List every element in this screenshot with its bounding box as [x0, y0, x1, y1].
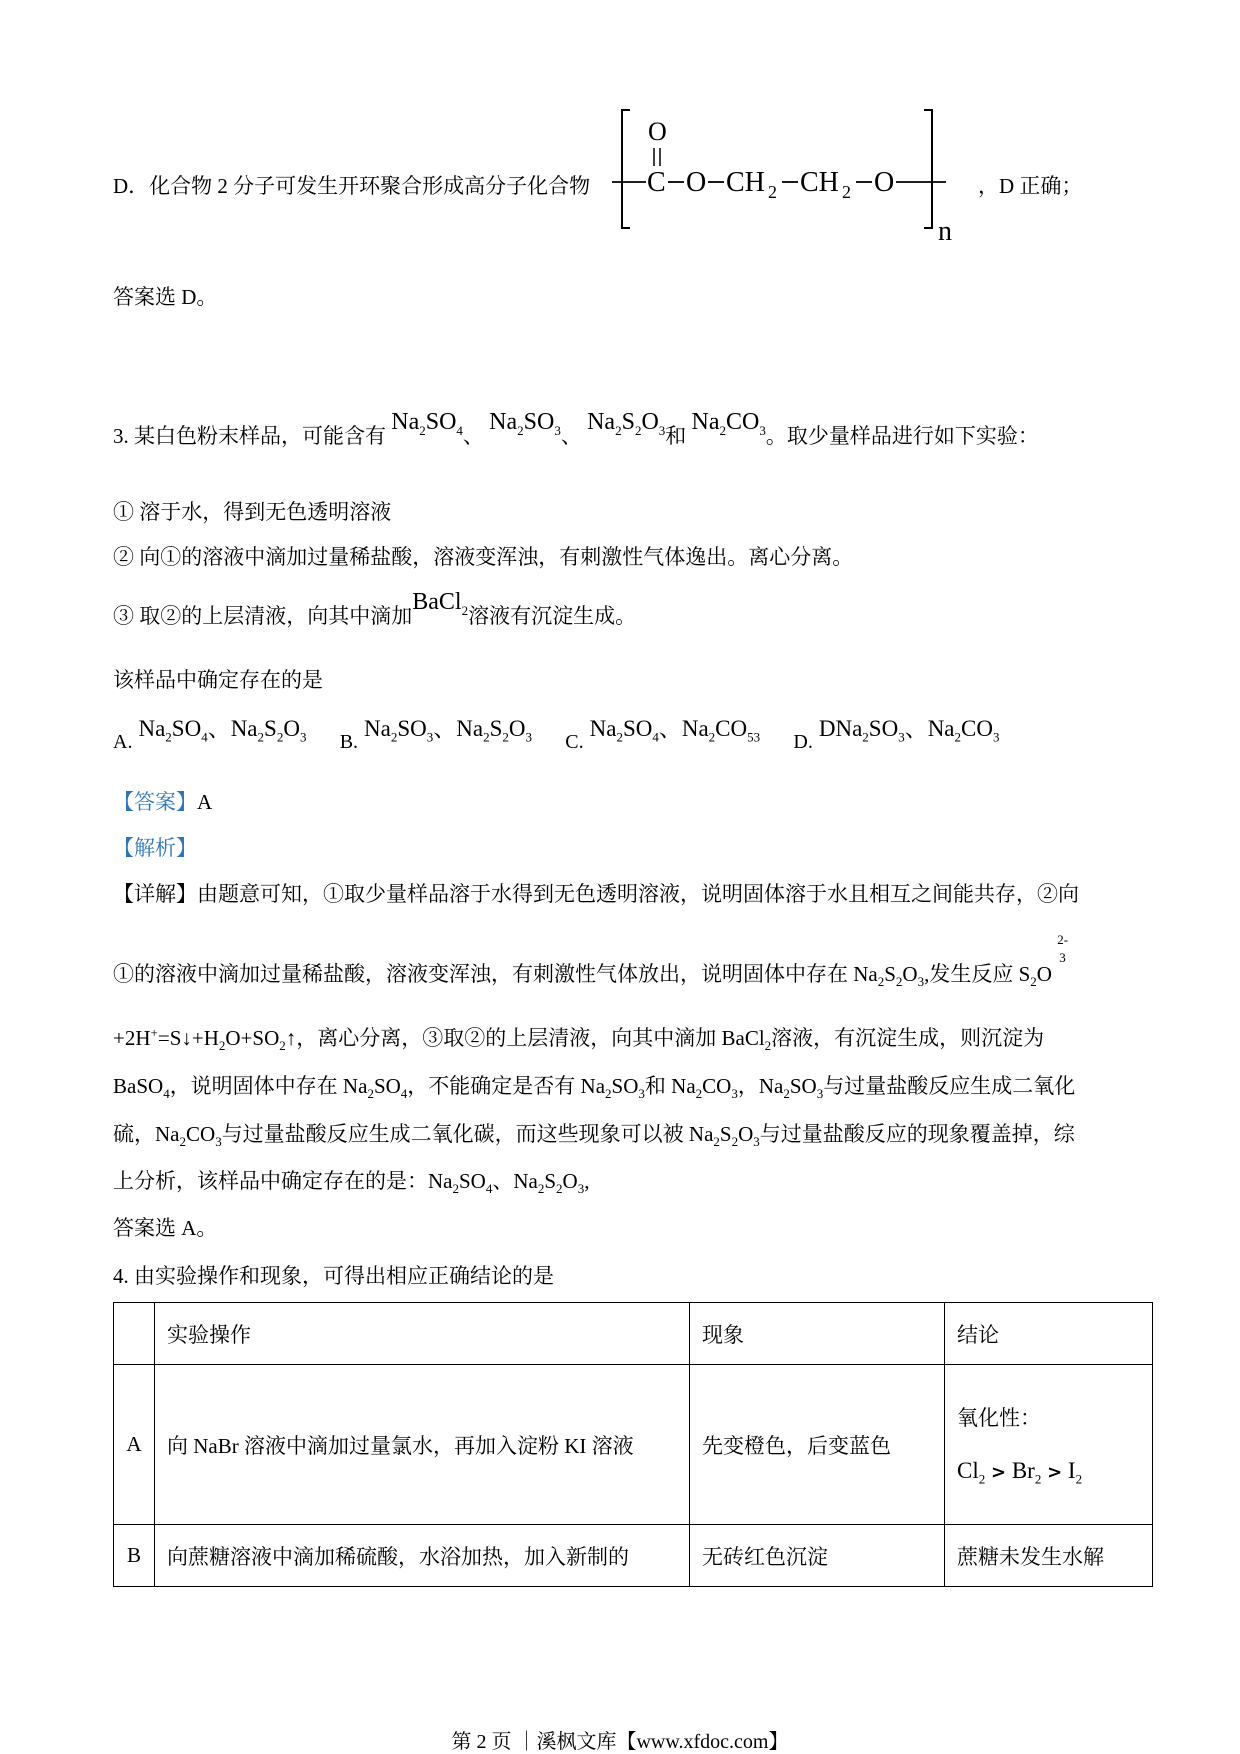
option-b[interactable]: $B.Na_2SO_3$、$Na_2S_2O_3$: [339, 716, 533, 753]
row-a-operation: 向 NaBr 溶液中滴加过量氯水，再加入淀粉 KI 溶液: [155, 1365, 690, 1525]
table-row: [114, 1365, 1153, 1525]
row-b-label: B: [114, 1525, 155, 1587]
row-a-conclusion-title: 氧化性：: [957, 1405, 1041, 1430]
option-d[interactable]: $D.DNa_2SO_3$、$Na_2CO_3$: [793, 716, 1000, 753]
compound-na2so4: $Na_2SO_4$: [391, 409, 463, 438]
q3-stem-end: 。取少量样品进行如下实验：: [765, 424, 1039, 448]
detail-line-2: ①的溶液中滴加过量稀盐酸，溶液变浑浊，有刺激性气体放出，说明固体中存在 $Na_2S_2O_3$,发生反应 $S_2O$ 2- 3: [113, 958, 1071, 990]
q4-stem: 4. 由实验操作和现象，可得出相应正确结论的是: [113, 1264, 554, 1288]
q3-step-1: ① 溶于水，得到无色透明溶液: [113, 500, 392, 524]
header-label: [114, 1303, 155, 1365]
ion-charge: 2- 3: [1057, 932, 1069, 965]
option-a[interactable]: $A.Na_2SO_4$、$Na_2S_2O_3$: [113, 716, 307, 753]
q3-sep-1: 、: [462, 424, 484, 448]
analysis-tag: 【解析】: [113, 836, 197, 860]
header-phenomenon: 现象: [690, 1303, 945, 1365]
q3-step-2: ② 向①的溶液中滴加过量稀盐酸，溶液变浑浊，有刺激性气体逸出。离心分离。: [113, 545, 854, 569]
table-header-row: [114, 1303, 1153, 1365]
row-a-label: A: [114, 1365, 155, 1525]
bacl2-formula: BaCl$_2$: [412, 589, 469, 618]
repeat-n: n: [938, 216, 952, 247]
row-b-conclusion: 蔗糖未发生水解: [945, 1525, 1153, 1587]
final-answer: 答案选 A。: [113, 1216, 218, 1240]
header-operation: 实验操作: [155, 1303, 690, 1365]
carbonyl-oxygen: O: [648, 117, 667, 146]
option-c[interactable]: $C.Na_2SO_4$、$Na_2CO_{53}$: [565, 716, 761, 753]
q4-table: [113, 1302, 1153, 1587]
methylene-2-sub: 2: [842, 182, 851, 202]
q3-step-3: ③ 取②的上层清液，向其中滴加BaCl$_2$溶液有沉淀生成。: [113, 589, 637, 628]
row-a-conclusion: [945, 1365, 1153, 1525]
detail-line-3: $+2H^+=S↓+H_2O+SO_2↑$，离心分离，③取②的上层清液，向其中滴加 BaCl$_2$溶液，有沉淀生成，则沉淀为: [113, 1025, 1045, 1054]
polymer-structure: [612, 100, 952, 250]
detail-line-6: 上分析，该样品中确定存在的是：$Na_2SO_4$、$Na_2S_2O_3$,: [113, 1169, 590, 1197]
carbonyl-carbon: C: [647, 167, 666, 198]
ester-oxygen: O: [686, 167, 707, 198]
q3-stem-start: 3. 某白色粉末样品，可能含有: [113, 424, 386, 448]
option-d-lead: D．化合物 2 分子可发生开环聚合形成高分子化合物: [113, 174, 591, 198]
answer-tag: 【答案】: [113, 790, 197, 814]
option-d-line: [113, 170, 590, 200]
header-conclusion: 结论: [945, 1303, 1153, 1365]
q3-stem: [113, 409, 1039, 453]
detail-line-1: 【详解】由题意可知，①取少量样品溶于水得到无色透明溶液，说明固体溶于水且相互之间能共存，②向: [113, 882, 1079, 906]
q3-and: 和: [665, 424, 687, 448]
detail-line-5: 硫，$Na_2CO_3$与过量盐酸反应生成二氧化碳，而这些现象可以被 $Na_2S_2O_3$与过量盐酸反应的现象覆盖掉，综: [113, 1122, 1075, 1150]
ether-oxygen: O: [874, 167, 895, 198]
answer-line: [113, 786, 212, 816]
page-footer: 第 2 页 ｜溪枫文库【www.xfdoc.com】: [451, 1731, 789, 1753]
methylene-2: CH: [800, 167, 839, 198]
compound-na2so3: $Na_2SO_3$: [489, 409, 561, 438]
answer-2: 答案选 D。: [113, 285, 218, 309]
methylene-1-sub: 2: [768, 182, 777, 202]
compound-na2s2o3: $Na_2S_2O_3$: [587, 409, 666, 438]
q3-options: [113, 710, 1027, 754]
compound-na2co3: $Na_2CO_3$: [691, 409, 766, 438]
row-a-phenomenon: 先变橙色，后变蓝色: [690, 1365, 945, 1525]
answer-value: A: [197, 790, 213, 814]
q3-question: 该样品中确定存在的是: [113, 668, 323, 692]
methylene-1: CH: [726, 167, 765, 198]
q3-sep-2: 、: [560, 424, 582, 448]
option-d-tail: ，D 正确；: [978, 174, 1083, 198]
row-b-phenomenon: 无砖红色沉淀: [690, 1525, 945, 1587]
detail-line-4: BaSO$_4$，说明固体中存在 $Na_2SO_4$，不能确定是否有 $Na_2SO_3$和 $Na_2CO_3$，$Na_2SO_3$与过量盐酸反应生成二氧化: [113, 1074, 1076, 1102]
table-row: [114, 1525, 1153, 1587]
oxidizing-order: $Cl_2 > Br_2 > I_2$: [957, 1457, 1083, 1487]
row-b-operation: 向蔗糖溶液中滴加稀硫酸，水浴加热，加入新制的: [155, 1525, 690, 1587]
